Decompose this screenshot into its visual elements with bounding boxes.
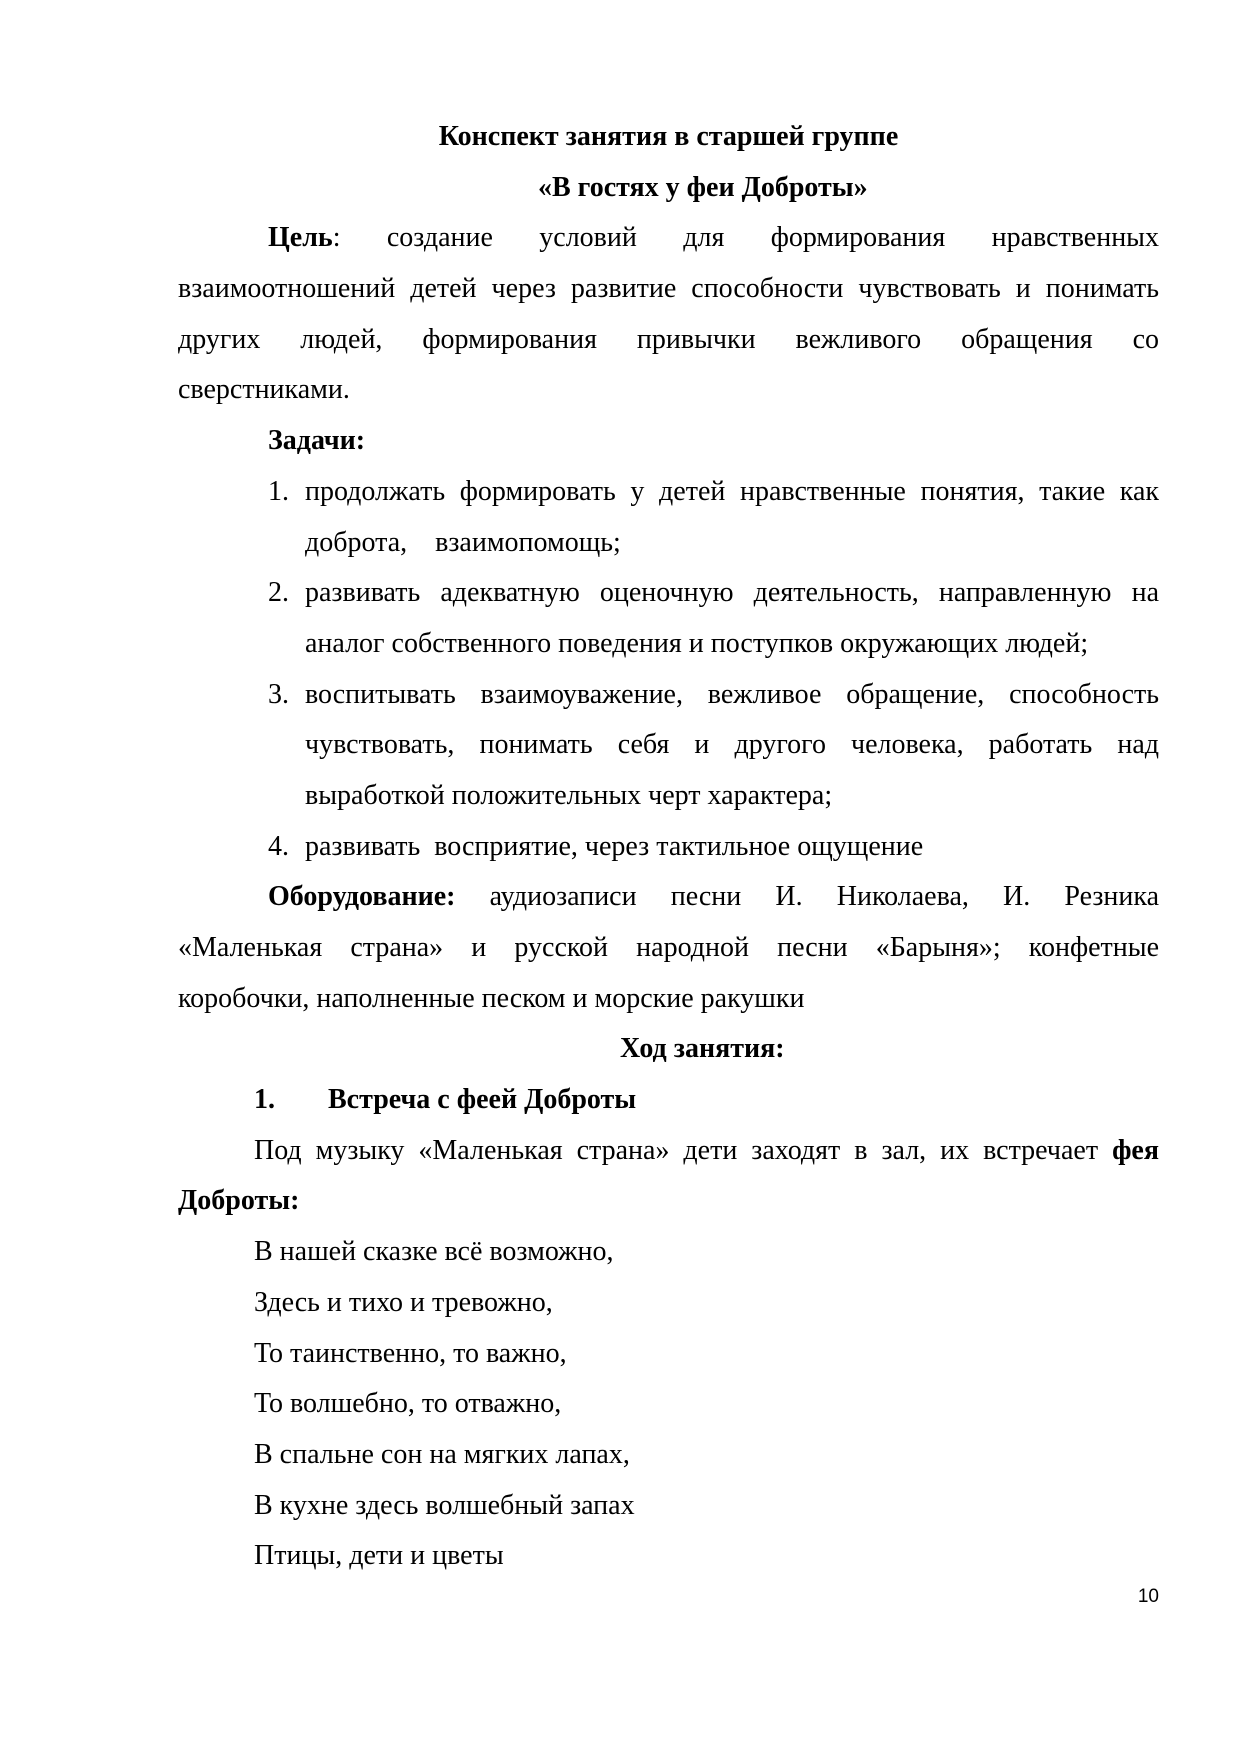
poem-line: То волшебно, то отважно,: [254, 1388, 562, 1420]
tasks-heading: Задачи:: [268, 425, 366, 457]
task-item: 1. продолжать формировать у детей нравственные понятия, такие как: [268, 475, 1159, 507]
task-item-cont: аналог собственного поведения и поступков окружающих людей;: [305, 627, 1089, 659]
page-number: 10: [1137, 1586, 1159, 1607]
task-item-cont: доброта, взаимопомощь;: [305, 526, 621, 558]
section-heading: 1. Встреча с феей Доброты: [254, 1084, 637, 1116]
poem-line: В нашей сказке всё возможно,: [254, 1236, 614, 1268]
equipment-line: Оборудование: аудиозаписи песни И. Николаева, И. Резника: [268, 881, 1159, 913]
document-subtitle: «В гостях у феи Доброты»: [538, 171, 868, 203]
document-title: Конспект занятия в старшей группе: [438, 121, 899, 152]
equipment-line: «Маленькая страна» и русской народной песни «Барыня»; конфетные: [178, 932, 1159, 963]
task-item: 2. развивать адекватную оценочную деятельность, направленную на: [268, 577, 1159, 609]
task-item-cont: выработкой положительных черт характера;: [305, 779, 833, 811]
poem-line: Здесь и тихо и тревожно,: [254, 1286, 553, 1318]
poem-line: Птицы, дети и цветы: [254, 1540, 504, 1572]
equipment-label: Оборудование:: [268, 881, 456, 913]
task-item: 3. воспитывать взаимоуважение, вежливое обращение, способность: [268, 678, 1159, 710]
task-item: 4. развивать восприятие, через тактильное ощущение: [268, 830, 924, 862]
goal-line: сверстниками.: [178, 374, 350, 406]
goal-line: Цель: создание условий для формирования нравственных: [268, 222, 1159, 254]
goal-label: Цель: [268, 222, 333, 254]
poem-line: В спальне сон на мягких лапах,: [254, 1438, 630, 1470]
poem-line: То таинственно, то важно,: [254, 1337, 567, 1369]
intro-line: Под музыку «Маленькая страна» дети заходят в зал, их встречает фея: [254, 1134, 1159, 1166]
poem-line: В кухне здесь волшебный запах: [254, 1489, 635, 1521]
document-page: [178, 112, 1159, 1582]
goal-line: других людей, формирования привычки вежливого обращения со: [178, 323, 1159, 355]
course-heading: Ход занятия:: [620, 1033, 785, 1065]
intro-line: Доброты:: [178, 1185, 300, 1217]
equipment-line: коробочки, наполненные песком и морские ракушки: [178, 982, 805, 1014]
goal-line: взаимоотношений детей через развитие способности чувствовать и понимать: [178, 273, 1159, 305]
task-item-cont: чувствовать, понимать себя и другого человека, работать над: [305, 729, 1159, 761]
